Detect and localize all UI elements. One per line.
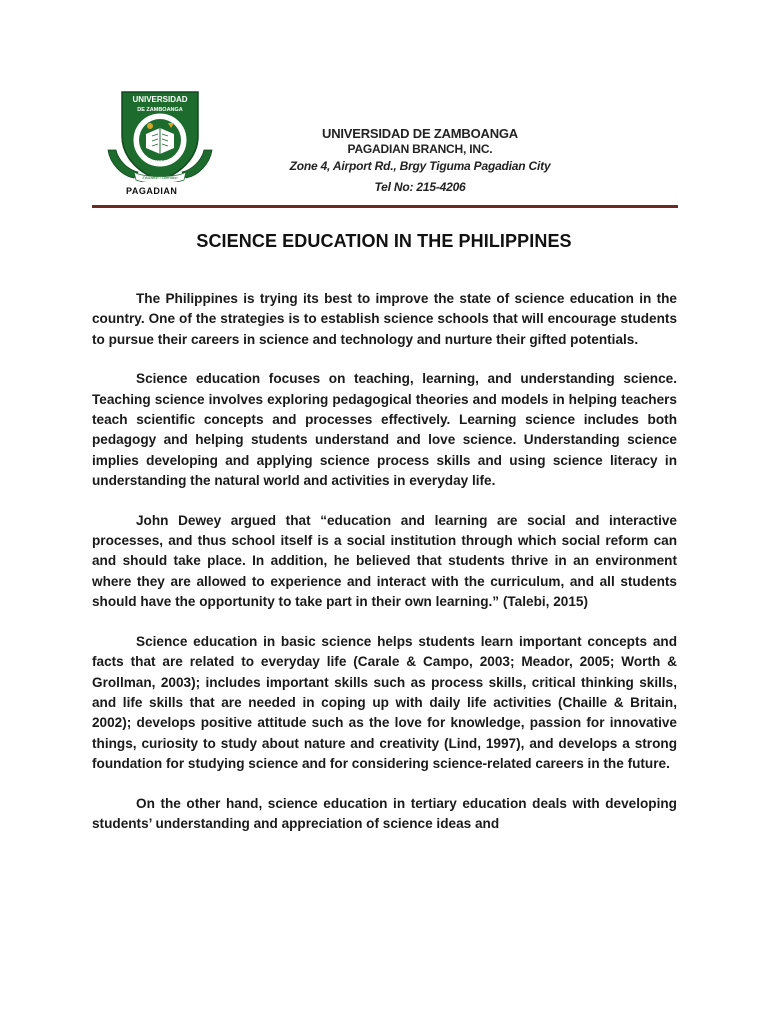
paragraph-5: On the other hand, science education in tertiary education deals with developing students’ understanding and appreciation of science ideas and bbox=[92, 795, 677, 831]
logo-sub-text: DE ZAMBOANGA bbox=[137, 107, 183, 113]
logo-top-text: UNIVERSIDAD bbox=[132, 95, 188, 104]
institution-address: Zone 4, Airport Rd., Brgy Tiguma Pagadian City bbox=[289, 159, 551, 173]
institution-block bbox=[240, 126, 600, 197]
institution-branch: PAGADIAN BRANCH, INC. bbox=[347, 142, 493, 156]
institution-phone: Tel No: 215-4206 bbox=[374, 180, 466, 194]
document-header bbox=[0, 0, 768, 212]
university-logo bbox=[104, 90, 216, 182]
logo-ring-text: Education • Liberation bbox=[142, 176, 178, 180]
logo-year-text: 1904 bbox=[154, 159, 166, 164]
document-title: SCIENCE EDUCATION IN THE PHILIPPINES bbox=[196, 231, 572, 251]
document-body bbox=[92, 289, 677, 853]
logo-caption: PAGADIAN bbox=[126, 186, 178, 196]
shield-crest-icon bbox=[104, 90, 216, 182]
paragraph-1: The Philippines is trying its best to improve the state of science education in the country. One of the strategies is to establish science schools that will encourage students to pursue their careers in science and technology and nurture their gifted potentials. bbox=[92, 291, 677, 347]
header-divider bbox=[92, 205, 678, 208]
institution-name: UNIVERSIDAD DE ZAMBOANGA bbox=[322, 126, 518, 141]
paragraph-3: John Dewey argued that “education and learning are social and interactive processes, and thus school itself is a social institution through which social reform can and should take place. In addition, he believed that students thrive in an environment where they are allowed to experience and interact with the curriculum, and all students should have the opportunity to take part in their own learning.” (Talebi, 2015) bbox=[92, 512, 677, 610]
paragraph-4: Science education in basic science helps students learn important concepts and facts that are related to everyday life (Carale & Campo, 2003; Meador, 2005; Worth & Grollman, 2003); includes important skills such as process skills, critical thinking skills, and life skills that are needed in coping up with daily life activities (Chaille & Britain, 2002); develops positive attitude such as the love for knowledge, passion for innovative things, curiosity to study about nature and creativity (Lind, 1997), and develops a strong foundation for studying science and for considering science-related careers in the future. bbox=[92, 633, 677, 772]
paragraph-2: Science education focuses on teaching, learning, and understanding science. Teaching science involves exploring pedagogical theories and models in helping teachers teach scientific concepts and processes effectively. Learning science includes both pedagogy and helping students understand and love science. Understanding science implies developing and applying science process skills and using science literacy in understanding the natural world and activities in everyday life. bbox=[92, 371, 677, 489]
